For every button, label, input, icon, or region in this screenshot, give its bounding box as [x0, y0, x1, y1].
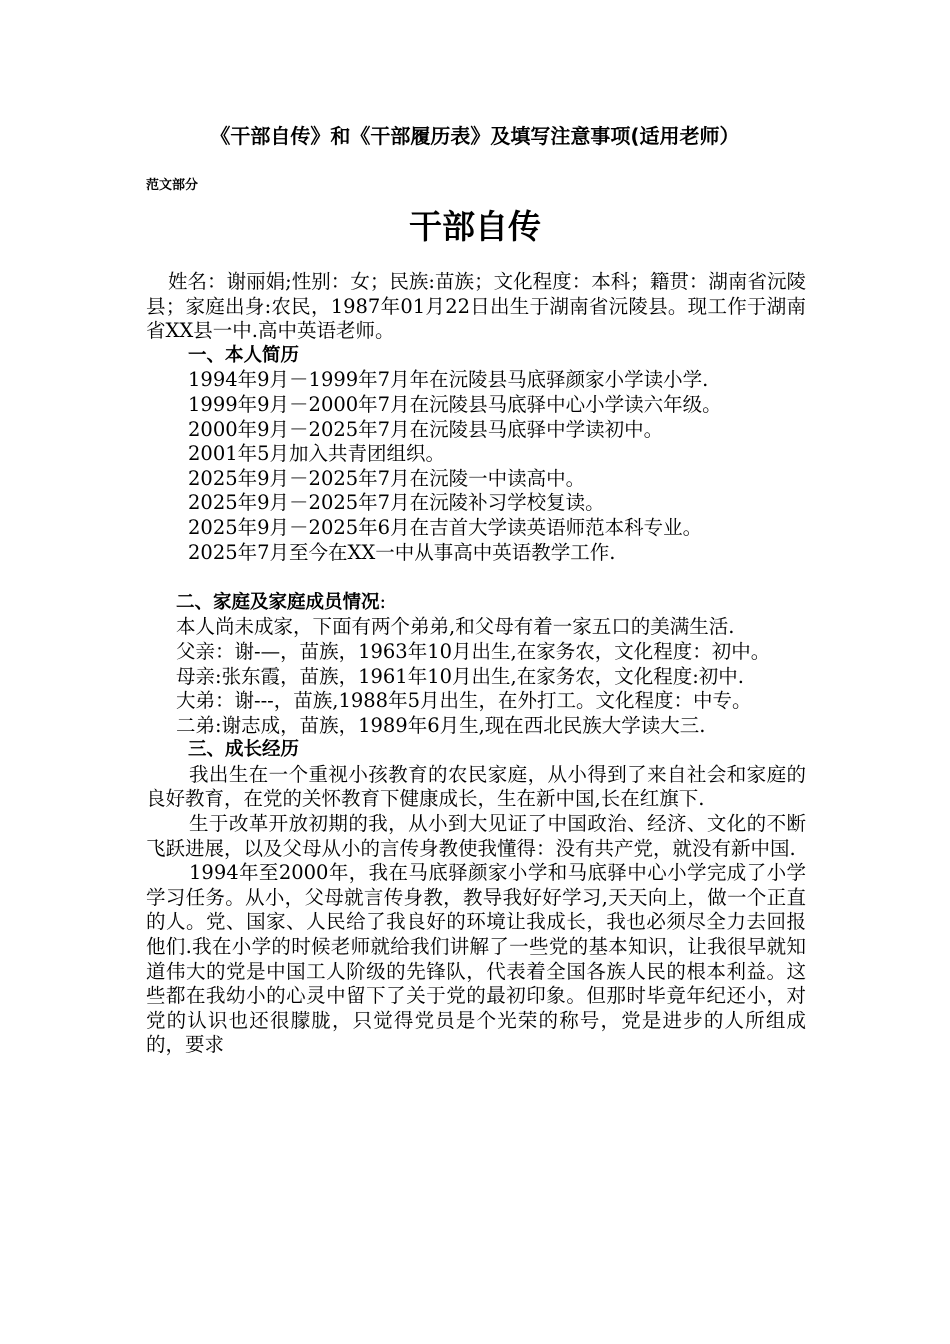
- resume-item: 1999年9月－2000年7月在沅陵县马底驿中心小学读六年级。: [188, 392, 722, 416]
- family-paragraph: 父亲：谢-—，苗族，1963年10月出生,在家务农，文化程度：初中。: [176, 639, 771, 663]
- resume-item: 2025年9月－2025年7月在沅陵一中读高中。: [188, 466, 586, 490]
- family-paragraph: 母亲:张东霞，苗族，1961年10月出生,在家务农，文化程度:初中.: [176, 664, 744, 688]
- intro-paragraph: 姓名：谢丽娟;性别：女；民族:苗族；文化程度：本科；籍贯：湖南省沅陵县；家庭出身:农民，1987年01月22日出生于湖南省沅陵县。现工作于湖南省XX县一中.高中英语老师。: [146, 270, 806, 343]
- growth-paragraph: 我出生在一个重视小孩教育的农民家庭，从小得到了来自社会和家庭的良好教育，在党的关怀教育下健康成长，生在新中国,长在红旗下.: [146, 762, 806, 811]
- resume-item: 2000年9月－2025年7月在沅陵县马底驿中学读初中。: [188, 417, 664, 441]
- document-title: 《干部自传》和《干部履历表》及填写注意事项(适用老师）: [210, 124, 740, 148]
- blank-line: [146, 565, 806, 590]
- family-heading-colon: :: [379, 589, 387, 613]
- resume-heading: 一、本人简历: [188, 344, 300, 366]
- growth-paragraph: 1994年至2000年，我在马底驿颜家小学和马底驿中心小学完成了小学学习任务。从小，父母就言传身教，教导我好好学习,天天向上，做一个正直的人。党、国家、人民给了我良好的环境让我成长，我也必须尽全力去回报他们.我在小学的时候老师就给我们讲解了一些党的基本知识，让我很早就知道伟大的党是中国工人阶级的先锋队，代表着全国各族人民的根本利益。这些都在我幼小的心灵中留下了关于党的最初印象。但那时毕竟年纪还小，对党的认识也还很朦胧，只觉得党员是个光荣的称号，党是进步的人所组成的，要求: [146, 861, 806, 1057]
- document-body: [146, 270, 806, 1058]
- section-tag: 范文部分: [146, 178, 199, 193]
- resume-item: 2001年5月加入共青团组织。: [188, 442, 446, 466]
- family-heading-line: [146, 590, 806, 616]
- resume-item: 1994年9月－1999年7月年在沅陵县马底驿颜家小学读小学.: [188, 368, 709, 392]
- family-heading: 二、家庭及家庭成员情况: [176, 591, 380, 613]
- resume-item: 2025年9月－2025年6月在吉首大学读英语师范本科专业。: [188, 515, 703, 539]
- family-paragraph: 本人尚未成家，下面有两个弟弟,和父母有着一家五口的美满生活.: [176, 615, 735, 639]
- family-paragraph: 二弟:谢志成，苗族，1989年6月生,现在西北民族大学读大三.: [176, 713, 706, 737]
- growth-heading: 三、成长经历: [188, 739, 300, 761]
- main-title: 干部自传: [409, 207, 541, 246]
- growth-paragraph: 生于改革开放初期的我，从小到大见证了中国政治、经济、文化的不断飞跃进展，以及父母从小的言传身教使我懂得：没有共产党，就没有新中国.: [146, 812, 806, 860]
- resume-item: 2025年9月－2025年7月在沅陵补习学校复读。: [188, 491, 605, 515]
- family-paragraph: 大弟：谢---，苗族,1988年5月出生，在外打工。文化程度：中专。: [176, 689, 752, 713]
- resume-item: 2025年7月至今在XX一中从事高中英语教学工作.: [188, 540, 616, 564]
